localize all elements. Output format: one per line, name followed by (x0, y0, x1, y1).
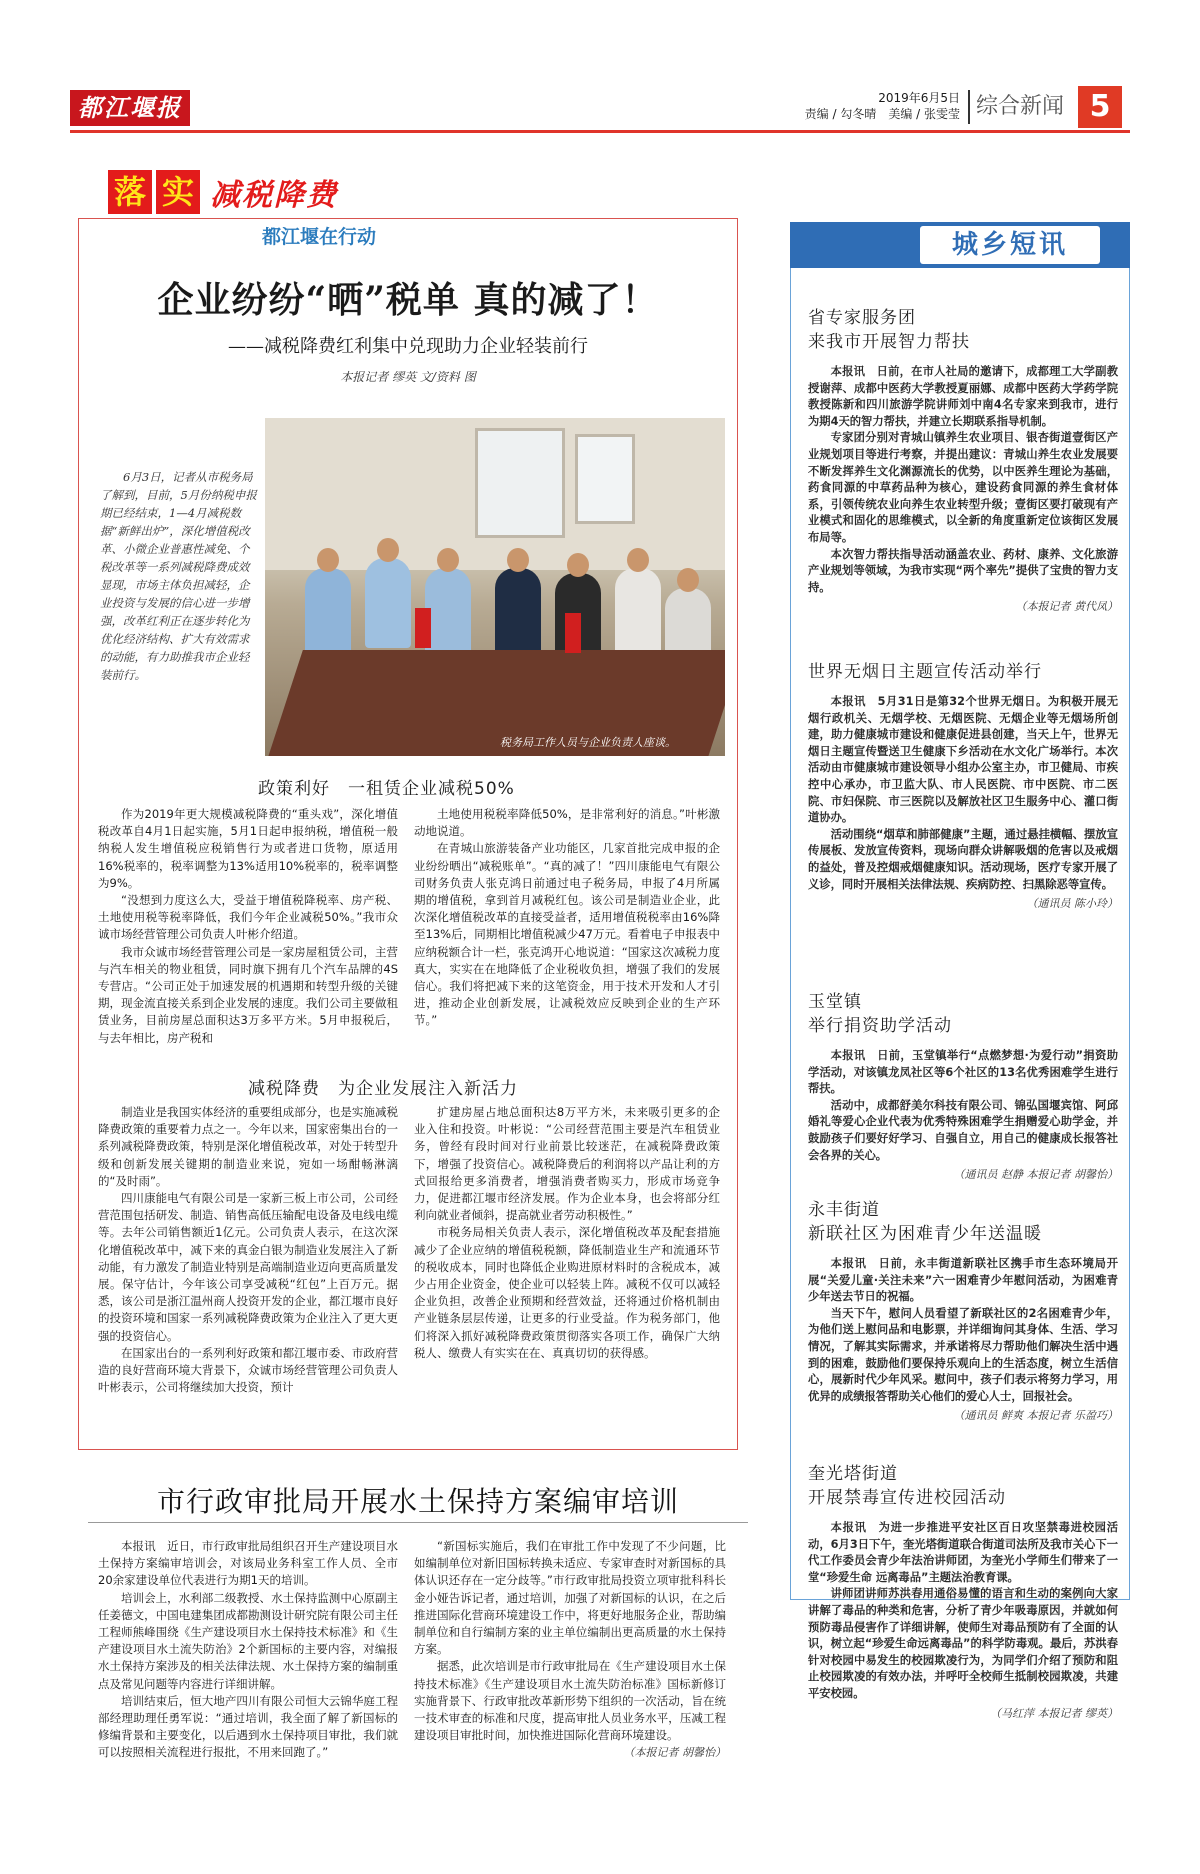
paragraph: 当天下午，慰问人员看望了新联社区的2名困难青少年，为他们送上慰问品和电影票，并详细询问其身体、生活、学习情况，了解其实际需求，并承诺将尽力帮助他们解决生活中遇到的困难，鼓励他们要保持乐观向上的生活态度，树立生活信心，展新时代少年风采。慰问中，孩子们表示将努力学习，用优异的成绩报答帮助关心他们的爱心人士，回报社会。 (808, 1306, 1118, 1403)
paragraph: 活动中，成都舒美尔科技有限公司、锦弘国堰宾馆、阿邱婚礼等爱心企业代表为优秀特殊困难学生捐赠爱心助学金，并鼓励孩子们要好好学习、自强自立，用自己的健康成长报答社会各界的关心。 (808, 1098, 1118, 1162)
brief-title-line1: 玉堂镇 (808, 992, 862, 1012)
paragraph: 本报讯 近日，市行政审批局组织召开生产建设项目水土保持方案编审培训会，对该局业务科室工作人员、全市20余家建设单位代表进行为期1天的培训。 (98, 1539, 398, 1588)
photo-person (305, 568, 351, 658)
section1-title: 政策利好 一租赁企业减税50% (258, 779, 515, 799)
photo-head (377, 538, 399, 562)
paragraph: 扩建房屋占地总面积达8万平方米，未来吸引更多的企业入住和投资。叶彬说：“公司经营范围主要是汽车租赁业务，曾经有段时间对行业前景比较迷茫，在减税降费政策下，增强了投资信心。减税降费后的利润将以产品让利的方式回报给更多消费者，增强消费者购买力，形成市场竞争力，促进都江堰市经济发展。作为企业本身，也会将部分红利向就业者倾斜，提高就业者劳动积极性。” (414, 1105, 720, 1223)
photo-flag (415, 608, 431, 648)
paragraph: 我市众诚市场经营管理公司是一家房屋租赁公司，主营与汽车相关的物业租赁，同时旗下拥有几个汽车品牌的4S专营店。“公司正处于加速发展的机遇期和转型升级的关键期，现金流直接关系到企业发展的速度。我们公司主要做租赁业务，目前房屋总面积达3万多平方米。5月申报税后，与去年相比，房产税和 (98, 944, 398, 1045)
photo-head (627, 548, 649, 572)
bottom-right-column (414, 1538, 726, 1762)
brief-sign: （马红萍 本报记者 缪英） (990, 1706, 1118, 1720)
bottom-left-column (98, 1538, 398, 1762)
issue-date: 2019年6月5日 (878, 91, 960, 105)
brief-sign: （通讯员 赵静 本报记者 胡馨怡） (953, 1168, 1118, 1182)
newspaper-logo: 都江堰报 (70, 90, 190, 126)
section2-title: 减税降费 为企业发展注入新活力 (248, 1079, 518, 1099)
paragraph: 本报讯 日前，在市人社局的邀请下，成都理工大学副教授谢萍、成都中医药大学教授夏丽娜、成都中医药大学药学院教授陈新和四川旅游学院讲师刘中南4名专家来到我市，进行为期4天的智力帮扶，并建立长期联系指导机制。 (808, 365, 1118, 428)
ribbon-tail: 减税降费 (210, 178, 338, 213)
paragraph: 据悉，此次培训是市行政审批局在《生产建设项目水土保持技术标准》《生产建设项目水土流失防治标准》国标新修订实施背景下、行政审批改革新形势下组织的一次活动，旨在统一技术审查的标准和尺度，提高审批人员业务水平，压减工程建设项目审批时间，加快推进国际化营商环境建设。 (414, 1659, 726, 1743)
brief-item (808, 1198, 1118, 1423)
bottom-article-rule (88, 1522, 748, 1523)
section-name: 综合新闻 (976, 94, 1065, 119)
feature-kicker: 都江堰在行动 (262, 226, 377, 248)
feature-intro: 6月3日，记者从市税务局了解到，目前，5月份纳税申报期已经结束，1—4月减税数据“新鲜出炉”，深化增值税改革、小微企业普惠性减免、个税改革等一系列减税降费成效显现，市场主体负担减轻，企业投资与发展的信心进一步增强，改革红利正在逐步转化为优化经济结构、扩大有效需求的动能，有力助推我市企业轻装前行。 (100, 470, 257, 682)
paragraph: 本报讯 5月31日是第32个世界无烟日。为积极开展无烟行政机关、无烟学校、无烟医院、无烟企业等无烟场所创建，助力健康城市建设和健康促进县创建，当天上午，世界无烟日主题宣传暨送卫生健康下乡活动在水文化广场举行。本次活动由市健康城市建设领导小组办公室主办，市卫健局、市疾控中心承办，市卫监大队、市人民医院、市中医院、市二医院、市妇保院、市三医院以及解放社区卫生服务中心、灌口街道协办。 (808, 695, 1118, 825)
paragraph: 本报讯 日前，玉堂镇举行“点燃梦想·为爱行动”捐资助学活动，对该镇龙凤社区等6个社区的13名优秀困难学生进行帮扶。 (808, 1049, 1118, 1096)
masthead-divider (968, 90, 970, 124)
brief-body (808, 694, 1118, 893)
photo-head (677, 568, 699, 592)
photo-caption: 税务局工作人员与企业负责人座谈。 (500, 736, 676, 749)
masthead-rule (70, 130, 1130, 133)
ribbon-char-1: 落 (108, 170, 152, 214)
paragraph: 市税务局相关负责人表示，深化增值税改革及配套措施减少了企业应纳的增值税税额，降低制造业生产和流通环节的税收成本，同时也降低企业购进原材料时的含税成本，减少占用企业资金，使企业可以轻装上阵。减税不仅可以减轻企业负担，改善企业预期和经营效益，还将通过价格机制由产业链条层层传递，让更多的行业受益。作为税务部门，他们将深入抓好减税降费政策贯彻落实各项工作，确保广大纳税人、缴费人有实实在在、真真切切的获得感。 (414, 1225, 720, 1360)
paragraph: 培训会上，水利部二级教授、水土保持监测中心原副主任姜德文，中国电建集团成都勘测设计研究院有限公司主任工程师熊峰围绕《生产建设项目水土保持技术标准》和《生产建设项目水土流失防治》2个新国标的主要内容，对编报水土保持方案涉及的相关法律法规、水土保持方案的编制重点及常见问题等内容进行详细讲解。 (98, 1590, 398, 1691)
brief-body (808, 1048, 1118, 1164)
section2-right-column (414, 1104, 720, 1362)
paragraph: “没想到力度这么大，受益于增值税降税率、房产税、土地使用税等税率降低，我们今年企业减税50%。”我市众诚市场经营管理公司负责人叶彬介绍道。 (98, 893, 398, 942)
photo-head (437, 548, 459, 572)
brief-title-line1: 永丰街道 (808, 1200, 880, 1220)
briefs-header-label: 城乡短讯 (920, 226, 1100, 264)
brief-title-line2: 来我市开展智力帮扶 (808, 332, 970, 352)
paragraph: 培训结束后，恒大地产四川有限公司恒大云锦华庭工程部经理助理任勇军说：“通过培训，我全面了解了新国标的修编背景和主要变化，以后遇到水土保持项目审批，我们就可以按照相关流程进行报批，不用来回跑了。” (98, 1693, 398, 1760)
brief-title-line2: 新联社区为困难青少年送温暖 (808, 1224, 1042, 1244)
paragraph: 本报讯 为进一步推进平安社区百日攻坚禁毒进校园活动，6月3日下午，奎光塔街道联合街道司法所及我市关心下一代工作委员会青少年法治讲师团，为奎光小学师生们带来了一堂“珍爱生命 远离毒品”主题法治教育课。 (808, 1521, 1118, 1584)
brief-body (808, 364, 1118, 596)
page-number-badge: 5 (1078, 86, 1122, 128)
brief-title-line2: 举行捐资助学活动 (808, 1016, 952, 1036)
photo-person (495, 568, 541, 658)
paragraph: 讲师团讲师苏洪春用通俗易懂的语言和生动的案例向大家讲解了毒品的种类和危害，分析了青少年吸毒原因，并就如何预防毒品侵害作了详细讲解，使师生对毒品预防有了全面的认识，树立起“珍爱生命远离毒品”的科学防毒观。最后，苏洪春针对校园中易发生的校园欺凌行为，为同学们介绍了预防和阻止校园欺凌的有效办法，并呼吁全校师生抵制校园欺凌，共建平安校园。 (808, 1587, 1118, 1700)
photo-person (615, 568, 661, 658)
photo-head (317, 548, 339, 572)
photo-window-2 (575, 434, 635, 524)
section2-left-column (98, 1104, 398, 1396)
feature-ribbon (108, 172, 338, 212)
brief-item (808, 990, 1118, 1182)
editors-credit: 责编 / 勾冬晴 美编 / 张雯莹 (804, 107, 960, 121)
paragraph: 在青城山旅游装备产业功能区，几家首批完成申报的企业纷纷晒出“减税账单”。“真的减了！”四川康能电气有限公司财务负责人张克鸿日前通过电子税务局，申报了4月所属期的增值税，拿到首月减税红包。该公司是制造业企业，此次深化增值税改革的直接受益者，适用增值税税率由16%降至13%后，同期相比增值税减少47万元。看着电子申报表中应纳税额合计一栏，张克鸿开心地说道：“国家这次减税力度真大，实实在在地降低了企业税收负担，增强了我们的发展信心。我们将把减下来的这笔资金，用于技术开发和人才引进，推动企业创新发展，让减税效应反映到企业的生产环节。” (414, 841, 720, 1028)
paragraph: 四川康能电气有限公司是一家新三板上市公司，公司经营范围包括研发、制造、销售高低压输配电设备及电线电缆等。去年公司销售额近1亿元。公司负责人表示，在这次深化增值税改革中，减下来的真金白银为制造业发展注入了新动能，有力激发了制造业特别是高端制造业迈向更高质量发展。保守估计，今年该公司享受减税“红包”上百万元。据悉，该公司是浙江温州商人投资开发的企业，都江堰市良好的投资环境和国家一系列减税降费政策为企业注入了更大更强的投资信心。 (98, 1191, 398, 1343)
section1-left-column (98, 806, 398, 1047)
paragraph: 本次智力帮扶指导活动涵盖农业、药材、康养、文化旅游产业规划等领域，为我市实现“两个率先”提供了宝贵的智力支持。 (808, 547, 1118, 594)
paragraph: 活动围绕“烟草和肺部健康”主题，通过悬挂横幅、摆放宣传展板、发放宣传资料，现场向群众讲解吸烟的危害以及戒烟的益处，普及控烟戒烟健康知识。活动现场，医疗专家开展了义诊，同时开展相关法律法规、疾病防控、扫黑除恶等宣传。 (808, 827, 1118, 891)
section1-right-column (414, 806, 720, 1030)
paragraph: 专家团分别对青城山镇养生农业项目、银杏街道壹街区产业规划项目等进行考察，并提出建议：青城山养生农业发展要不断发挥养生文化渊源流长的优势，以中医养生理论为基础，药食同源的中草药品种为核心，建设药食同源的养生食材体系，引领传统农业向养生农业转型升级；壹街区要打破现有产业模式和固化的思维模式，以全新的角度重新定位该街区发展布局等。 (808, 431, 1118, 544)
paragraph: 本报讯 日前，永丰街道新联社区携手市生态环境局开展“关爱儿童·关注未来”六一困难青少年慰问活动，为困难青少年送去节日的祝福。 (808, 1257, 1118, 1304)
paragraph: “新国标实施后，我们在审批工作中发现了不少问题，比如编制单位对新旧国标转换未适应、专家审查时对新国标的具体认识还存在一定分歧等。”市行政审批局投资立项审批科科长金小娅告诉记者，通过培训，加强了对新国标的认识，在之后推进国际化营商环境建设工作中，将更好地服务企业，帮助编制单位和自行编制方案的业主单位编制出更高质量的水土保持方案。 (414, 1539, 726, 1657)
bottom-article-sign: （本报记者 胡馨怡） (623, 1746, 726, 1760)
paragraph: 土地使用税税率降低50%，是非常利好的消息。”叶彬激动地说道。 (414, 807, 720, 839)
paragraph: 在国家出台的一系列利好政策和都江堰市委、市政府营造的良好营商环境大背景下，众诚市场经营管理公司负责人叶彬表示，公司将继续加大投资，预计 (98, 1345, 398, 1395)
feature-headline: 企业纷纷“晒”税单 真的减了！ (157, 279, 659, 321)
paragraph: 作为2019年更大规模减税降费的“重头戏”，深化增值税改革自4月1日起实施，5月1日起申报纳税，增值税一般纳税人发生增值税应税销售行为或者进口货物，原适用16%税率的，税率调整为13%适用10%税率的，税率调整为9%。 (98, 807, 398, 890)
photo-person (425, 568, 471, 658)
brief-title-line2: 开展禁毒宣传进校园活动 (808, 1488, 1006, 1508)
feature-byline: 本报记者 缪英 文/资料 图 (340, 370, 476, 384)
brief-title-line1: 世界无烟日主题宣传活动举行 (808, 662, 1042, 682)
brief-title-line1: 省专家服务团 (808, 308, 916, 328)
paragraph: 制造业是我国实体经济的重要组成部分，也是实施减税降费政策的重要着力点之一。今年以来，国家密集出台的一系列减税降费政策，特别是深化增值税改革，对处于转型升级和创新发展关键期的制造业来说，宛如一场酣畅淋漓的“及时雨”。 (98, 1105, 398, 1188)
photo-person (365, 558, 411, 648)
ribbon-char-2: 实 (156, 170, 200, 214)
brief-item (808, 660, 1118, 911)
feature-subhead: ——减税降费红利集中兑现助力企业轻装前行 (228, 336, 588, 357)
brief-item (808, 306, 1118, 614)
meeting-photo (265, 418, 725, 756)
photo-head (507, 548, 529, 572)
brief-body (808, 1520, 1118, 1703)
photo-window (475, 428, 565, 538)
brief-body (808, 1256, 1118, 1405)
briefs-header (790, 222, 1130, 268)
bottom-article-title: 市行政审批局开展水土保持方案编审培训 (156, 1485, 679, 1518)
brief-sign: （通讯员 陈小玲） (1026, 897, 1118, 911)
photo-flag (565, 613, 581, 653)
photo-head (567, 553, 589, 577)
brief-sign: （通讯员 鲜爽 本报记者 乐盈巧） (953, 1409, 1118, 1423)
brief-sign: （本报记者 黄代凤） (1015, 600, 1118, 614)
brief-item (808, 1462, 1118, 1721)
brief-title-line1: 奎光塔街道 (808, 1464, 898, 1484)
